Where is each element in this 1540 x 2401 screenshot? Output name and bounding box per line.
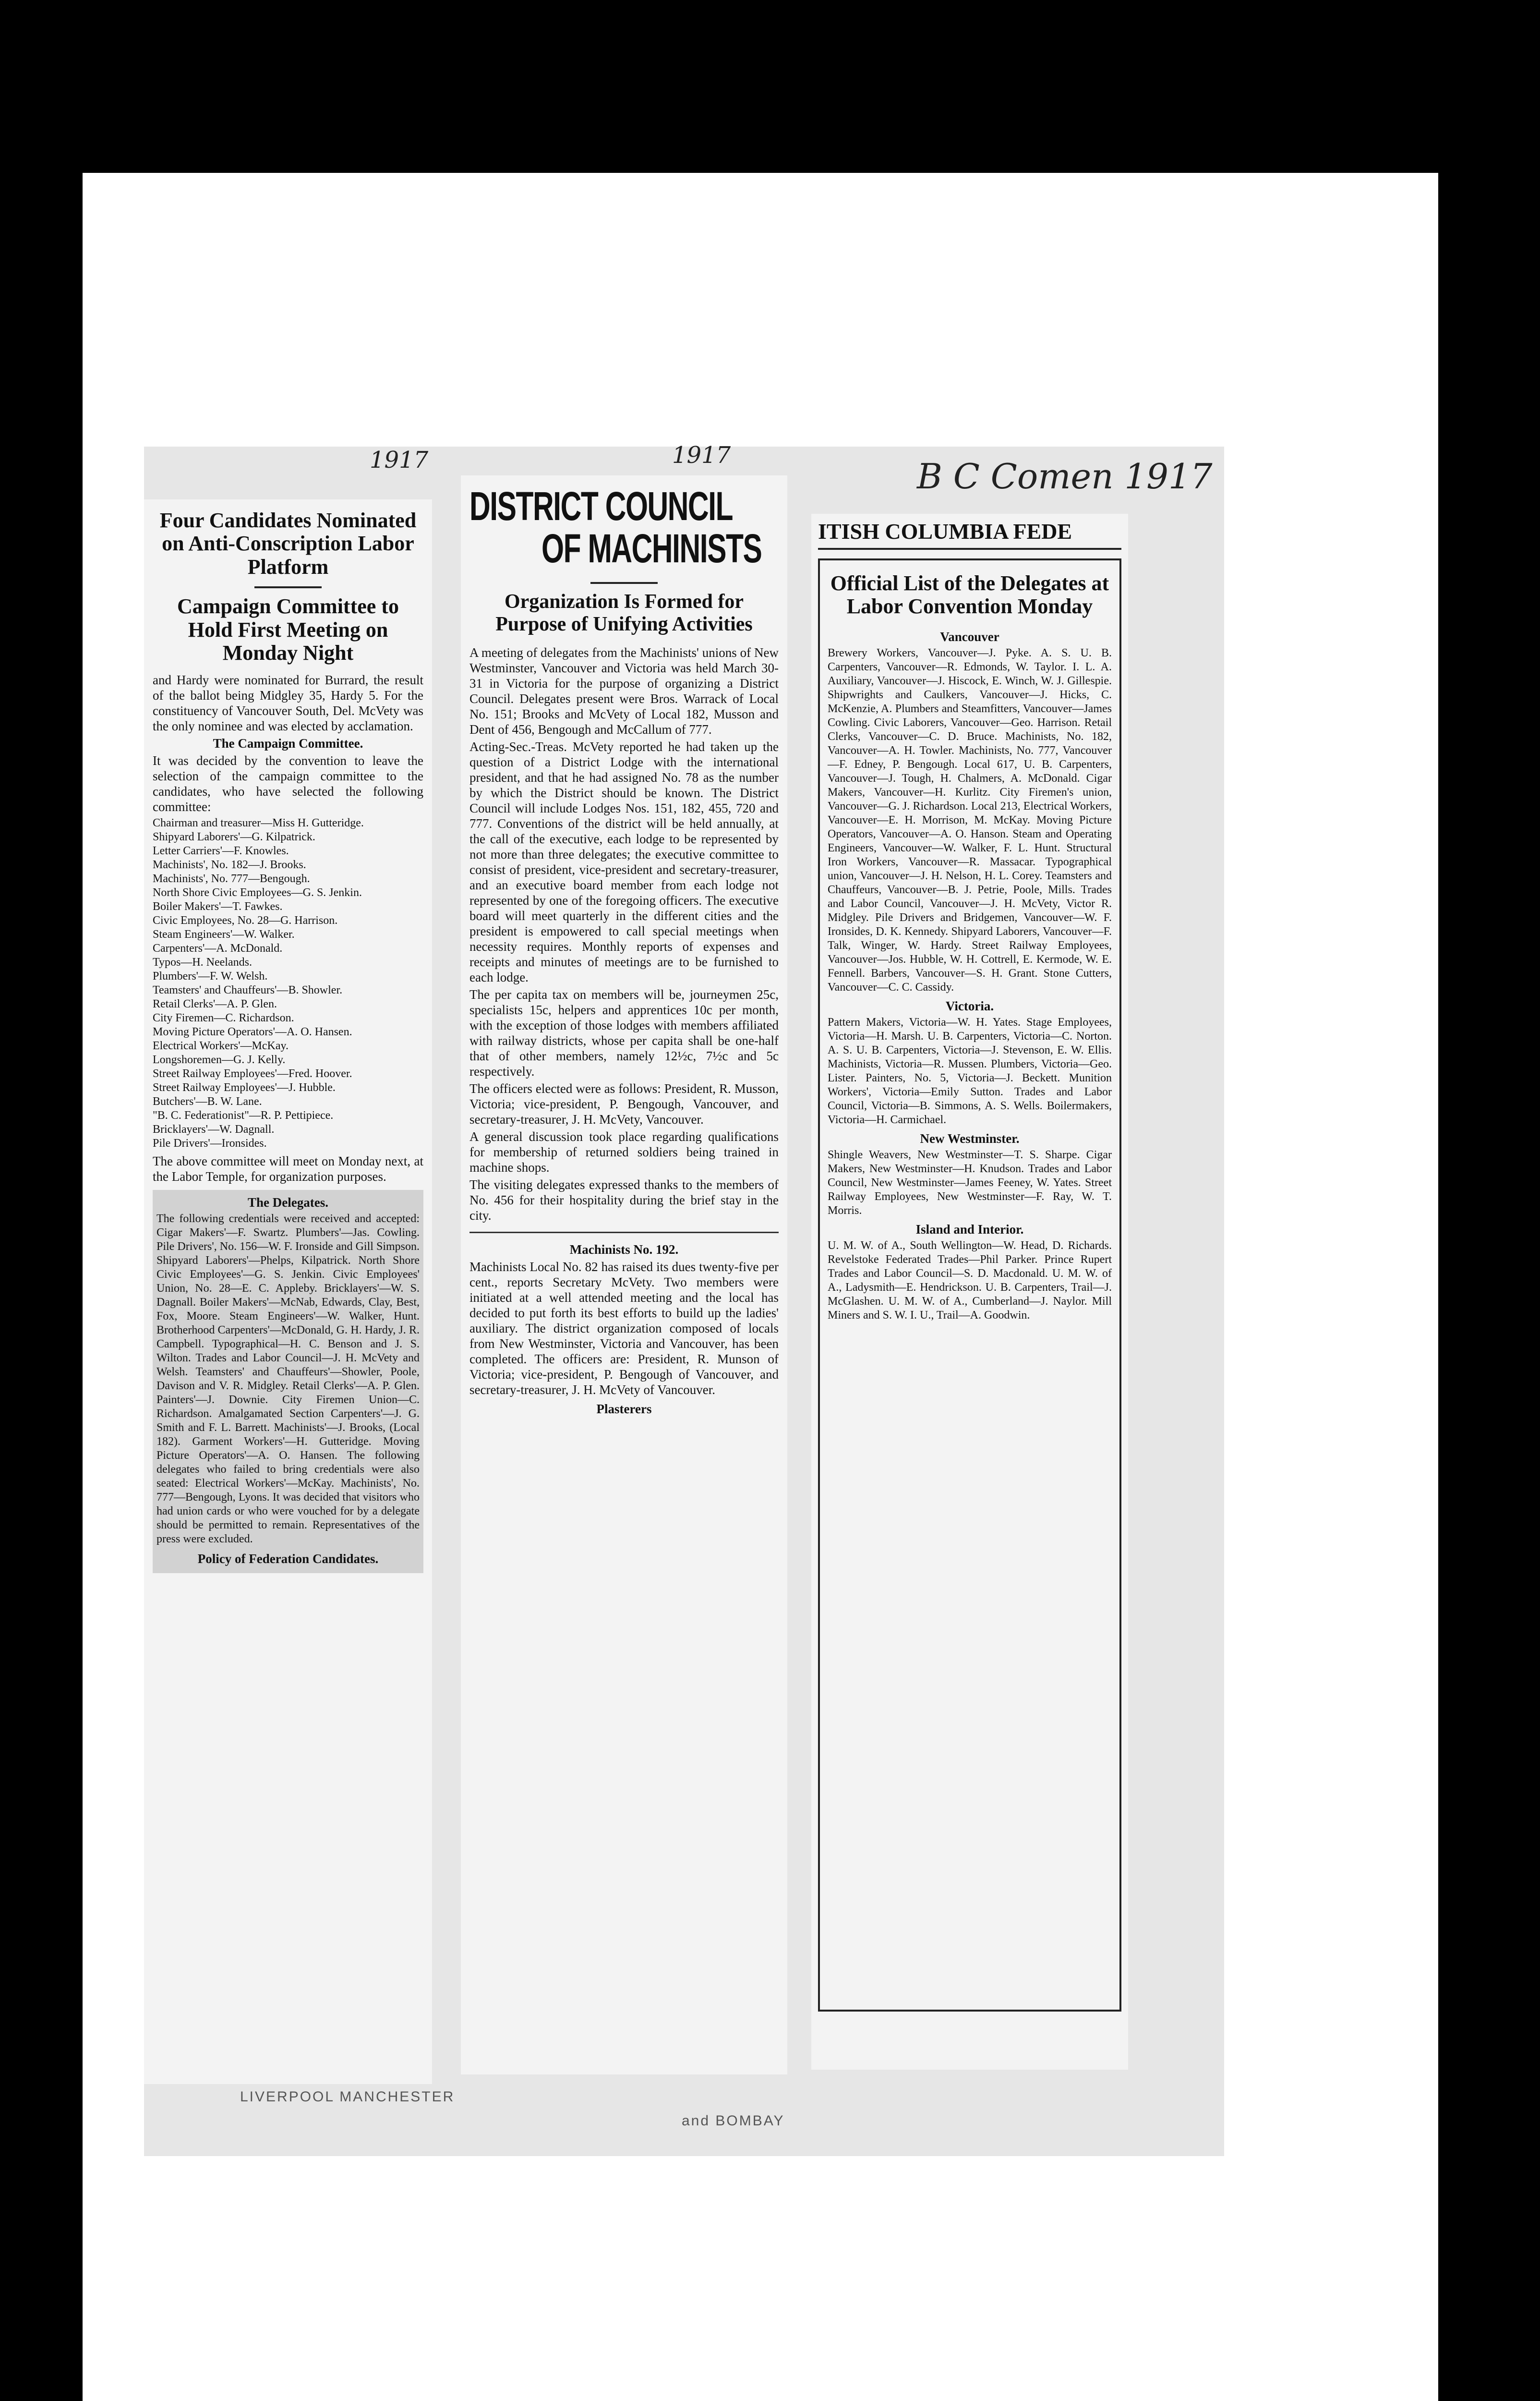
paragraph: A general discussion took place regarding qualifications for membership of returned soldiers being trained in machine shops. [469, 1129, 779, 1175]
headline-line: DISTRICT COUNCIL [469, 485, 733, 529]
headline: Official List of the Delegates at Labor Convention Monday [830, 571, 1109, 618]
section-heading: The Campaign Committee. [213, 736, 363, 751]
list-item: "B. C. Federationist"—R. P. Pettipiece. [153, 1109, 334, 1122]
list-item: Bricklayers'—W. Dagnall. [153, 1123, 275, 1136]
intro-paragraph: and Hardy were nominated for Burrard, the result of the ballot being Midgley 35, Hardy 5. For the constituency of Vancouver South, Del. McVety was the only nominee and was elected by acclamation. [153, 673, 423, 734]
list-item: Teamsters' and Chauffeurs'—B. Showler. [153, 984, 343, 997]
list-item: Carpenters'—A. McDonald. [153, 942, 283, 955]
list-item: Boiler Makers'—T. Fawkes. [153, 900, 283, 913]
clipping-delegates-list [811, 514, 1128, 2070]
delegates-box [153, 1190, 423, 1573]
paragraph: Acting-Sec.-Treas. McVety reported he had taken up the question of a District Lodge with the international president, and that he had assigned No. 78 as the number by which the District should be known. The District Council will include Lodges Nos. 151, 182, 455, 720 and 777. Conventions of the district will be held annually, at the call of the executive, each lodge to be represented by not more than three delegates; the executive committee to consist of president, vice-president and secretary-treasurer, and an executive board member from each lodge not represented by one of the foregoing officers. The executive board will meet quarterly in the different cities and the president is empowered to call special meetings when necessity requires. Monthly reports of expenses and receipts and minutes of meetings are to be furnished to each lodge. [469, 739, 779, 984]
list-item: Moving Picture Operators'—A. O. Hansen. [153, 1026, 352, 1039]
list-item: Retail Clerks'—A. P. Glen. [153, 998, 277, 1011]
list-item: Steam Engineers'—W. Walker. [153, 928, 295, 941]
list-item: Street Railway Employees'—Fred. Hoover. [153, 1067, 352, 1080]
paragraph: The visiting delegates expressed thanks to the members of No. 456 for their hospitality during the brief stay in the city. [469, 1177, 779, 1223]
delegates-box [818, 558, 1121, 2012]
list-item: Pile Drivers'—Ironsides. [153, 1137, 267, 1150]
section-heading: Policy of Federation Candidates. [197, 1552, 379, 1566]
section-heading: New Westminster. [920, 1131, 1020, 1146]
masthead: ITISH COLUMBIA FEDE [818, 519, 1121, 550]
delegates-text: The following credentials were received and accepted: Cigar Makers'—F. Swartz. Plumbers'—Jas. Cowling. Pile Drivers', No. 156—W. F. Ironside and Gill Simpson. Shipyard Laborers'—Phelps, Kilpatrick. North Shore Civic Employees'—G. S. Jenkin. Civic Employees' Union, No. 28—E. C. Appleby. Bricklayers'—W. S. Dagnall. Boiler Makers'—McNab, Edwards, Clay, Best, Fox, Moore. Steam Engineers'—W. Walker, Hunt. Brotherhood Carpenters'—McDonald, G. H. Hardy, J. R. Campbell. Typographical—H. C. Benson and J. S. Wilton. Trades and Labor Council—J. H. McVety and Welsh. Teamsters' and Chauffeurs'—Showler, Poole, Davison and V. R. Midgley. Retail Clerks'—A. P. Glen. Painters'—J. Downie. City Firemen Union—C. Richardson. Amalgamated Section Carpenters'—J. G. Smith and F. L. Barrett. Machinists'—J. Brooks, (Local 182). Garment Workers'—H. Gutteridge. Moving Picture Operators'—A. O. Hansen. The following delegates who failed to bring credentials were also seated: Electrical Workers'—McKay. Machinists', No. 777—Bengough, Lyons. It was decided that visitors who had union cards or who were vouched for by a delegate should be permitted to remain. Representatives of the press were excluded. [156, 1213, 420, 1546]
list-item: Street Railway Employees'—J. Hubble. [153, 1081, 336, 1094]
section-heading: Machinists No. 192. [569, 1242, 679, 1257]
paragraph: The officers elected were as follows: President, R. Musson, Victoria; vice-president, P. Bengough, Vancouver, and secretary-treasurer, J. H. McVety, Vancouver. [469, 1081, 779, 1127]
section-heading: Vancouver [940, 629, 999, 644]
list-item: Chairman and treasurer—Miss H. Gutteridge. [153, 817, 364, 830]
list-item: Shipyard Laborers'—G. Kilpatrick. [153, 831, 315, 844]
committee-list [153, 816, 423, 1151]
headline [469, 485, 779, 570]
headline-line: OF MACHINISTS [541, 526, 762, 571]
list-item: City Firemen—C. Richardson. [153, 1012, 294, 1025]
subheadline: Campaign Committee to Hold First Meeting on Monday Night [177, 594, 399, 665]
delegates-text: Brewery Workers, Vancouver—J. Pyke. A. S. U. B. Carpenters, Vancouver—R. Edmonds, W. Taylor. I. L. A. Auxiliary, Vancouver—J. Hiscock, E. Winch, W. J. Gillespie. Shipwrights and Caulkers, Vancouver—J. Hicks, C. McKenzie, A. Plumbers and Steamfitters, Vancouver—James Cowling. Civic Laborers, Vancouver—Geo. Harrison. Retail Clerks, Vancouver—C. D. Bruce. Machinists, No. 182, Vancouver—A. H. Towler. Machinists, No. 777, Vancouver—F. Edney, P. Bengough. Local 617, U. B. Carpenters, Vancouver—J. Tough, H. Chalmers, A. McDonald. Cigar Makers, Vancouver—H. Kurlitz. City Firemen's union, Vancouver—G. J. Richardson. Local 213, Electrical Workers, Vancouver—E. H. Morrison, M. McKay. Moving Picture Operators, Vancouver—A. O. Hanson. Steam and Operating Engineers, Vancouver—W. Walker, F. L. Hunt. Structural Iron Workers, Vancouver—R. Massacar. Typographical union, Vancouver—J. H. Nelson, H. L. Corey. Teamsters and Chauffeurs, Vancouver—B. J. Petrie, Poole, Mills. Trades and Labor Council, Vancouver—J. H. McVety, Victor R. Midgley. Pile Drivers and Bridgemen, Vancouver—W. F. Ironsides, D. K. Kennedy. Shipyard Laborers, Vancouver—F. Talk, Winger, W. Hardy. Street Railway Employees, Vancouver—Jos. Hubble, W. H. Cottrell, E. Kermode, W. E. Fennell. Barbers, Vancouver—S. H. Grant. Stone Cutters, Vancouver—C. C. Cassidy. [828, 646, 1112, 994]
handwritten-year-middle: 1917 [672, 442, 731, 469]
list-item: Letter Carriers'—F. Knowles. [153, 845, 289, 858]
list-item: Machinists', No. 182—J. Brooks. [153, 859, 306, 872]
delegates-text: U. M. W. of A., South Wellington—W. Head, D. Richards. Revelstoke Federated Trades—Phil Parker. Prince Rupert Trades and Labor Council—S. D. Macdonald. U. M. W. of A., Ladysmith—E. Hendrickson. U. B. Carpenters, Trail—J. McGlashen. U. M. W. of A., Cumberland—J. Naylor. Mill Miners and S. W. I. U., Trail—A. Goodwin. [828, 1239, 1112, 1322]
footer-fragment: Plasterers [596, 1401, 652, 1416]
list-item: Longshoremen—G. J. Kelly. [153, 1054, 286, 1067]
scrapbook-label-left: LIVERPOOL MANCHESTER [240, 2089, 455, 2105]
headline: Four Candidates Nominated on Anti-Conscription Labor Platform [159, 509, 417, 579]
handwritten-year-left: 1917 [370, 447, 429, 473]
handwritten-note-right: B C Comen 1917 [917, 456, 1213, 497]
list-item: Civic Employees, No. 28—G. Harrison. [153, 914, 338, 927]
list-item: Plumbers'—F. W. Welsh. [153, 970, 268, 983]
list-item: Machinists', No. 777—Bengough. [153, 873, 310, 885]
delegates-text: Shingle Weavers, New Westminster—T. S. Sharpe. Cigar Makers, New Westminster—H. Knudson. Trades and Labor Council, New Westminster—James Feeney, W. Yates. Street Railway Employees, New Westminster—F. Ray, W. T. Morris. [828, 1148, 1112, 1217]
clipping-anti-conscription [144, 499, 432, 2084]
section-heading: Victoria. [945, 998, 994, 1013]
list-item: Butchers'—B. W. Lane. [153, 1095, 262, 1108]
scrapbook-page [144, 442, 1224, 2156]
list-item: North Shore Civic Employees—G. S. Jenkin. [153, 886, 362, 899]
clipping-district-council [461, 475, 787, 2074]
list-item: Electrical Workers'—McKay. [153, 1040, 289, 1053]
paragraph: The above committee will meet on Monday next, at the Labor Temple, for organization purposes. [153, 1154, 423, 1184]
subheadline: Organization Is Formed for Purpose of Unifying Activities [495, 591, 753, 635]
list-item: Typos—H. Neelands. [153, 956, 252, 969]
scrapbook-label-right: and BOMBAY [682, 2113, 785, 2129]
section-heading: The Delegates. [248, 1195, 328, 1210]
paragraph: Machinists Local No. 82 has raised its dues twenty-five per cent., reports Secretary McVety. Two members were initiated at a well attended meeting and the local has decided to put forth its best efforts to build up the ladies' auxiliary. The district organization composed of locals from New Westminster, Victoria and Vancouver, has been completed. The officers are: President, R. Munson of Victoria; vice-president, P. Bengough of Vancouver, and secretary-treasurer, J. H. McVety of Vancouver. [469, 1259, 779, 1397]
paragraph: The per capita tax on members will be, journeymen 25c, specialists 15c, helpers and apprentices 10c per month, with the exception of those lodges with members affiliated with railway districts, whose per capita shall be one-half that of other members, namely 12½c, 7½c and 5c respectively. [469, 987, 779, 1079]
section-heading: Island and Interior. [915, 1222, 1024, 1237]
delegates-text: Pattern Makers, Victoria—W. H. Yates. Stage Employees, Victoria—H. Marsh. U. B. Carpenters, Victoria—C. Norton. A. S. U. B. Carpenters, Victoria—J. Stevenson, E. W. Ellis. Machinists, Victoria—R. Mussen. Plumbers, Victoria—Geo. Lister. Painters, No. 5, Victoria—J. Beckett. Munition Workers', Victoria—Emily Sutton. Trades and Labor Council, Victoria—B. Simmons, A. S. Wells. Boilermakers, Victoria—H. Carmichael. [828, 1016, 1112, 1126]
paragraph: It was decided by the convention to leave the selection of the campaign committee to the candidates, who have selected the following committee: [153, 753, 423, 814]
paragraph: A meeting of delegates from the Machinists' unions of New Westminster, Vancouver and Victoria was held March 30-31 in Victoria for the purpose of organizing a District Council. Delegates present were Bros. Warrack of Local No. 151; Brooks and McVety of Local 182, Musson and Dent of 456, Bengough and McCallum of 777. [469, 645, 779, 737]
